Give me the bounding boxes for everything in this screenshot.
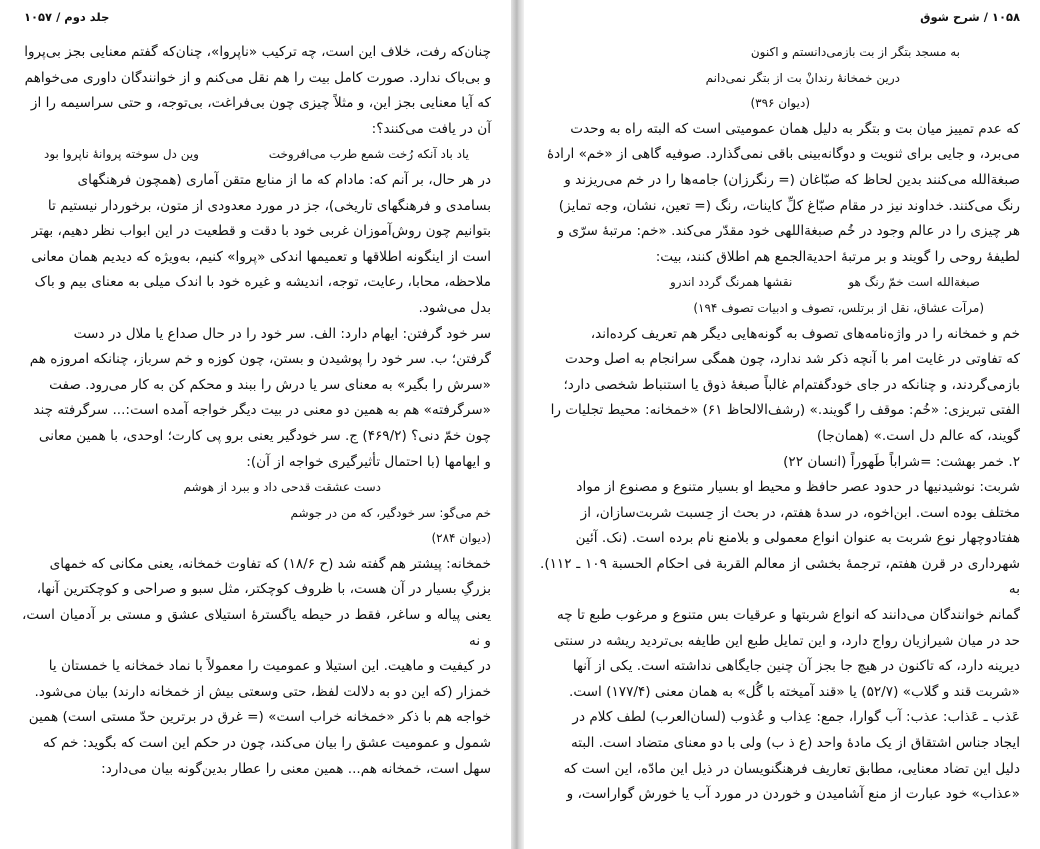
text-line: الفتی تبریزی: «خُم: موقف را گویند.» (رشف‌الالحاظ ۶۱) «خمخانه: محیط تجلیات را (550, 402, 1020, 419)
text-line: لطیفهٔ روحی را گویند و بر مرتبهٔ احدیةالجمع هم اطلاق کنند، بیت: (655, 248, 1020, 265)
left-page-body (22, 40, 491, 782)
verse-hemistich: درین خمخانهٔ رندانْ بت از بتگر نمی‌دانم (705, 70, 900, 85)
text-line: آن در یافت می‌کنند؟: (371, 120, 491, 137)
text-line: «سرش را بگیر» به معنای سر یا درش را ببند و محکم کن به کار می‌رود. صفت (49, 376, 491, 393)
text-line: در هر حال، بر آنم که: مادام که ما از منابع متقن آماری (همچون فرهنگهای (77, 171, 491, 188)
text-line: که آیا معنایی بجز این، و مثلاً چیزی چون بی‌فراغت، بی‌توجه، و حتی سراسیمه را از (30, 95, 491, 112)
text-line: حد در میان شیرازیان رواج دارد، و این تمایل طبع این طایفه بی‌تردید ریشه در سنتی (553, 632, 1020, 649)
text-line: بزرگِ بسیار در آن هست، با ظروف کوچکتر، مثل سبو و صراحی و کوچکترین آنها، (36, 581, 491, 598)
book-gutter (511, 0, 524, 849)
text-line: عَذب ـ عَذاب: عذب: آب گوارا، جمع: عِذاب و عُذوب (لسان‌العرب) لطف کلام در (572, 709, 1020, 726)
verse-hemistich: وین دل سوخته پروانهٔ ناپروا بود (44, 147, 199, 162)
text-line: صبغةالله می‌کنند بدین لحاظ که صبّاغان (= رنگرزان) جامه‌ها را در خم می‌ریزند و (564, 171, 1020, 188)
text-line: ایجاد جناس اشتقاق از یک مادهٔ واحد (ع ذ ب) ولی با دو معنای متضاد است. البته (571, 735, 1020, 752)
text-line: بسامدی و فرهنگهای تاریخی)، جز در مورد معدودی از متون، برخوردار نیستیم تا (47, 197, 491, 214)
text-line: خمخانه: پیشتر هم گفته شد (ح ۱۸/۶) که تفاوت خمخانه، یعنی مکانی که خمهای (49, 555, 491, 572)
text-line: سهل است، خمخانه هم... همین معنی را عطار بدین‌گونه بیان می‌دارد: (101, 760, 491, 777)
text-line: و بی‌باک ندارد. صورت کامل بیت را هم نقل می‌کنم و از خوانندگان داوری می‌خواهم (24, 69, 491, 86)
verse-hemistich: به مسجد بتگر از بت بازمی‌دانستم و اکنون (750, 45, 960, 59)
text-line: که عدم تمییز میان بت و بتگر به دلیل همان عمومیتی است که البته راه به وحدت (570, 120, 1020, 137)
left-page (0, 0, 511, 849)
text-line: در کیفیت و ماهیت. این استیلا و عمومیت را معمولاً با نماد خمخانه یا خمستان یا (48, 658, 491, 675)
text-line: دلیل این تضاد معنایی، مطابق تعاریف فرهنگنویسان در ذیل این مادّه، این است که (563, 760, 1020, 777)
text-line: دیرینه دارد، که تاکنون در هیچ جا بجز آن چنین جایگاهی نداشته است. یکی از آنها (572, 658, 1020, 675)
text-line: چون خمّ دنی؟ (۴۶۹/۲) ج. سر خودگیر یعنی برو پی کارت؛ اوحدی، با همین معانی (38, 427, 491, 444)
text-line: «شربت قند و گلاب» (۵۲/۷) یا «قند آمیخته با گُل» به همان معنی (۱۷۷/۴) است. (569, 683, 1020, 700)
text-line: و ایهامها (با احتمال تأثیرگیری خواجه از آن): (246, 453, 491, 470)
text-line: گویند، که عالم دل است.» (همان‌جا) (816, 427, 1020, 444)
verse-hemistich: صبغةالله است خمّ رنگ هو (848, 275, 980, 290)
page-header-right: ۱۰۵۸ / شرح شوق (920, 10, 1020, 24)
list-item: ۲. خمر بهشت: =شراباً طَهوراً (انسان ۲۲) (783, 453, 1020, 470)
text-line: بازمی‌گردند، و چنانکه در جای خودگفتم‌ام غالباً صبغهٔ ذوق یا استنباط شخصی دارد؛ (563, 376, 1020, 393)
verse-reference: (دیوان ۳۹۶) (750, 96, 810, 111)
verse-hemistich: یاد باد آنکه رُخت شمع طرب می‌افروخت (268, 147, 469, 162)
verse (22, 142, 491, 168)
text-line: خم و خمخانه را در واژه‌نامه‌های تصوف به گونه‌هایی دیگر هم تعریف کرده‌اند، (590, 325, 1020, 342)
right-page-body (540, 40, 1020, 808)
verse (540, 270, 1020, 296)
text-line: رنگ می‌کنند. خداوند نیز در مقام صبّاغ کلِّ کاینات، رنگ (= تعین، نشان، وجه تمایز) (558, 197, 1020, 214)
text-line: بتوانیم چون روش‌آموزان غربی خود با دقت و قطعیت در این ابواب نظر دهیم، بهتر (31, 223, 491, 240)
text-line: بدل می‌شود. (418, 299, 491, 316)
verse-hemistich: خم می‌گو: سر خودگیر، که من در جوشم (290, 505, 491, 520)
text-line: هر چیزی را در عالم وجود در خُم صبغةاللهی خود مقدّر می‌کند. «خم: مرتبهٔ سرّی و (557, 223, 1020, 240)
text-line: «سرگرفته» هم به همین دو معنی در بیت دیگر خواجه آمده است:... سرگرفته چند (33, 402, 491, 419)
text-line: چنان‌که رفت، خلاف این است، چه ترکیب «ناپروا»، چنان‌که گفتم معنایی بجز بی‌پروا (24, 44, 491, 60)
text-line: ملاحظه، محابا، رعایت، توجه، اندیشه و غیره خود با اندک میلی به معنای بیم و باک (34, 274, 491, 291)
text-line: شمول و عمومیت عشق را بیان می‌کند، چون در حکم این است که بگوید: خم که (42, 735, 491, 752)
right-page (524, 0, 1040, 849)
text-line: گرفتن؛ ب. سر خود را پوشیدن و بستن، چون کوزه و خم سرباز، چنانکه امروزه هم (29, 351, 491, 368)
text-line: «عذاب» خود عبارت از منع آشامیدن و خوردن در مورد آب یا خورش گواراست، و (566, 786, 1020, 803)
text-line: هفتادوچهار نوع شربت به عنوان انواع معمولی و بلامنع نام برده است. (نک. آئین (575, 530, 1020, 547)
text-line: یعنی پیاله و ساغر، فقط در حیطه یاگسترهٔ استیلای عشق و مستی بر آدمیان است، و نه (22, 607, 491, 649)
text-line: سر خود گرفتن: ایهام دارد: الف. سر خود را در حال صداع یا ملال در دست (73, 325, 491, 342)
text-line: که تفاوتی در غایت امر با آنچه ذکر شد ندارد، چون همگی سرانجام به اصل وحدت (564, 351, 1020, 368)
text-line: می‌برد، و جایی برای ثنویت و دوگانه‌بینی باقی نمی‌گذارد. صوفیه گاهی از «خم» ارادهٔ (547, 146, 1020, 163)
verse-hemistich: نقشها همرنگ گردد اندرو (670, 275, 793, 290)
text-line: است از اینگونه اطلاقها و تعمیمها اندکی «پروا» کنیم، به‌ویژه که دیدیم همان معانی (31, 248, 491, 265)
text-line: گمانم خوانندگان می‌دانند که انواع شربتها و عرقیات بس متنوع و مرغوب طبع تا چه (557, 607, 1020, 624)
verse-hemistich: دست عشقت قدحی داد و ببرد از هوشم (183, 480, 381, 495)
text-line: شهرداری در قرن هفتم، ترجمهٔ بخشی از معالم القربة فی احکام الحسبة ۱۰۹ ـ ۱۱۲). به (540, 555, 1020, 598)
verse-reference: (دیوان ۲۸۴) (431, 531, 491, 546)
text-line: شربت: نوشیدنیها در حدود عصر حافظ و محیط او بسیار متنوع و مصنوع از مواد (576, 479, 1020, 496)
page-header-left: جلد دوم / ۱۰۵۷ (24, 10, 110, 24)
text-line: مختلف بوده است. ابن‌اخوه، در سدهٔ هفتم، در بحث از حِسبت شربت‌سازان، از (580, 504, 1020, 521)
text-line: خواجه هم با ذکر «خمخانه خراب است» (= غرق در برترین حدّ مستی است) همین (28, 709, 491, 726)
verse-reference: (مرآت عشاق، نقل از برتلس، تصوف و ادبیات تصوف ۱۹۴) (693, 300, 984, 315)
text-line: خمزار (که این دو به دلالت لفظ، حتی وسعتی بیش از خمخانه دارند) بیان می‌شود. (34, 683, 491, 700)
